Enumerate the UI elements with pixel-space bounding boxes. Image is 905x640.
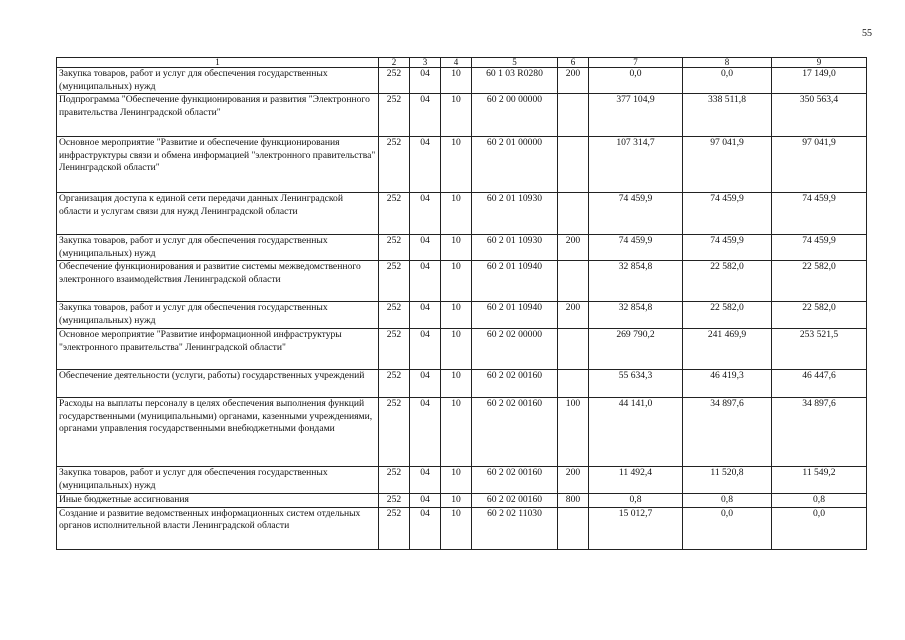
cell-sum-2: 74 459,9 xyxy=(683,193,772,235)
cell-sum-1: 0,8 xyxy=(589,494,683,508)
table-row xyxy=(57,193,867,235)
row-name: Подпрограмма "Обеспечение функционирования и развития "Электронного правительства Ленинградской области" xyxy=(57,94,379,137)
cell-sum-2: 74 459,9 xyxy=(683,235,772,261)
cell-sum-3: 17 149,0 xyxy=(772,68,867,94)
cell-admin: 252 xyxy=(379,193,410,235)
row-name: Иные бюджетные ассигнования xyxy=(57,494,379,508)
cell-sum-3: 97 041,9 xyxy=(772,137,867,193)
cell-sum-1: 74 459,9 xyxy=(589,193,683,235)
cell-type: 100 xyxy=(558,398,589,467)
cell-sum-1: 377 104,9 xyxy=(589,94,683,137)
cell-sum-1: 44 141,0 xyxy=(589,398,683,467)
cell-admin: 252 xyxy=(379,235,410,261)
cell-section: 04 xyxy=(410,137,441,193)
cell-sum-2: 0,8 xyxy=(683,494,772,508)
cell-subsection: 10 xyxy=(441,235,472,261)
table-row xyxy=(57,261,867,302)
cell-target: 60 2 02 00000 xyxy=(472,329,558,370)
cell-admin: 252 xyxy=(379,261,410,302)
cell-admin: 252 xyxy=(379,398,410,467)
cell-sum-3: 46 447,6 xyxy=(772,370,867,398)
cell-sum-3: 22 582,0 xyxy=(772,261,867,302)
cell-target: 60 2 02 00160 xyxy=(472,494,558,508)
cell-target: 60 2 01 10930 xyxy=(472,235,558,261)
cell-admin: 252 xyxy=(379,507,410,549)
cell-type: 200 xyxy=(558,467,589,494)
row-name: Закупка товаров, работ и услуг для обеспечения государственных (муниципальных) нужд xyxy=(57,235,379,261)
cell-sum-2: 22 582,0 xyxy=(683,302,772,329)
cell-subsection: 10 xyxy=(441,398,472,467)
table-row xyxy=(57,329,867,370)
cell-type xyxy=(558,137,589,193)
page-number: 55 xyxy=(862,28,872,39)
row-name: Расходы на выплаты персоналу в целях обеспечения выполнения функций государственными (муниципальными) органами, казенными учреждениями, органами управления государственными внебюджетными фондами xyxy=(57,398,379,467)
table-row xyxy=(57,137,867,193)
cell-sum-2: 97 041,9 xyxy=(683,137,772,193)
cell-type xyxy=(558,261,589,302)
cell-admin: 252 xyxy=(379,68,410,94)
cell-section: 04 xyxy=(410,398,441,467)
cell-target: 60 2 01 10940 xyxy=(472,302,558,329)
cell-sum-3: 0,8 xyxy=(772,494,867,508)
table-row xyxy=(57,68,867,94)
table-row xyxy=(57,507,867,549)
cell-type xyxy=(558,193,589,235)
cell-section: 04 xyxy=(410,235,441,261)
cell-section: 04 xyxy=(410,370,441,398)
cell-subsection: 10 xyxy=(441,329,472,370)
cell-sum-1: 0,0 xyxy=(589,68,683,94)
row-name: Закупка товаров, работ и услуг для обеспечения государственных (муниципальных) нужд xyxy=(57,68,379,94)
table-row xyxy=(57,370,867,398)
row-name: Организация доступа к единой сети передачи данных Ленинградской области и услугам связи для нужд Ленинградской области xyxy=(57,193,379,235)
row-name: Создание и развитие ведомственных информационных систем отдельных органов исполнительной власти Ленинградской области xyxy=(57,507,379,549)
cell-sum-2: 338 511,8 xyxy=(683,94,772,137)
header-cell: 9 xyxy=(772,58,867,68)
table-row xyxy=(57,94,867,137)
cell-subsection: 10 xyxy=(441,94,472,137)
cell-sum-1: 55 634,3 xyxy=(589,370,683,398)
cell-subsection: 10 xyxy=(441,261,472,302)
cell-section: 04 xyxy=(410,329,441,370)
cell-type: 200 xyxy=(558,302,589,329)
cell-subsection: 10 xyxy=(441,193,472,235)
cell-target: 60 2 01 10930 xyxy=(472,193,558,235)
cell-sum-1: 74 459,9 xyxy=(589,235,683,261)
cell-sum-2: 11 520,8 xyxy=(683,467,772,494)
cell-subsection: 10 xyxy=(441,467,472,494)
cell-admin: 252 xyxy=(379,137,410,193)
cell-target: 60 2 02 11030 xyxy=(472,507,558,549)
cell-section: 04 xyxy=(410,494,441,508)
cell-target: 60 2 02 00160 xyxy=(472,467,558,494)
cell-target: 60 1 03 R0280 xyxy=(472,68,558,94)
cell-sum-3: 74 459,9 xyxy=(772,235,867,261)
cell-sum-1: 32 854,8 xyxy=(589,261,683,302)
cell-sum-3: 253 521,5 xyxy=(772,329,867,370)
cell-target: 60 2 00 00000 xyxy=(472,94,558,137)
table-row xyxy=(57,302,867,329)
header-cell: 2 xyxy=(379,58,410,68)
cell-sum-3: 34 897,6 xyxy=(772,398,867,467)
cell-sum-3: 74 459,9 xyxy=(772,193,867,235)
header-cell: 4 xyxy=(441,58,472,68)
header-cell: 5 xyxy=(472,58,558,68)
cell-target: 60 2 02 00160 xyxy=(472,398,558,467)
header-row xyxy=(57,58,867,68)
budget-table xyxy=(56,57,867,550)
header-cell: 3 xyxy=(410,58,441,68)
cell-section: 04 xyxy=(410,94,441,137)
cell-type: 800 xyxy=(558,494,589,508)
cell-subsection: 10 xyxy=(441,137,472,193)
cell-type xyxy=(558,507,589,549)
cell-sum-2: 241 469,9 xyxy=(683,329,772,370)
cell-sum-2: 0,0 xyxy=(683,507,772,549)
table-row xyxy=(57,235,867,261)
row-name: Обеспечение функционирования и развитие системы межведомственного электронного взаимодействия Ленинградской области xyxy=(57,261,379,302)
cell-subsection: 10 xyxy=(441,370,472,398)
cell-sum-1: 107 314,7 xyxy=(589,137,683,193)
cell-type: 200 xyxy=(558,235,589,261)
cell-type xyxy=(558,94,589,137)
cell-admin: 252 xyxy=(379,94,410,137)
cell-sum-1: 15 012,7 xyxy=(589,507,683,549)
header-cell: 6 xyxy=(558,58,589,68)
cell-admin: 252 xyxy=(379,302,410,329)
table-row xyxy=(57,467,867,494)
row-name: Основное мероприятие "Развитие и обеспечение функционирования инфраструктуры связи и обмена информацией "электронного правительства" Ленинградской области" xyxy=(57,137,379,193)
row-name: Закупка товаров, работ и услуг для обеспечения государственных (муниципальных) нужд xyxy=(57,467,379,494)
row-name: Основное мероприятие "Развитие информационной инфраструктуры "электронного правительства" Ленинградской области" xyxy=(57,329,379,370)
cell-sum-3: 0,0 xyxy=(772,507,867,549)
cell-sum-2: 22 582,0 xyxy=(683,261,772,302)
cell-subsection: 10 xyxy=(441,494,472,508)
cell-sum-3: 11 549,2 xyxy=(772,467,867,494)
cell-target: 60 2 02 00160 xyxy=(472,370,558,398)
cell-sum-2: 34 897,6 xyxy=(683,398,772,467)
cell-sum-1: 11 492,4 xyxy=(589,467,683,494)
header-cell: 8 xyxy=(683,58,772,68)
cell-target: 60 2 01 00000 xyxy=(472,137,558,193)
cell-sum-1: 32 854,8 xyxy=(589,302,683,329)
cell-admin: 252 xyxy=(379,329,410,370)
header-cell: 7 xyxy=(589,58,683,68)
cell-subsection: 10 xyxy=(441,507,472,549)
cell-admin: 252 xyxy=(379,467,410,494)
cell-sum-1: 269 790,2 xyxy=(589,329,683,370)
row-name: Обеспечение деятельности (услуги, работы) государственных учреждений xyxy=(57,370,379,398)
cell-type xyxy=(558,370,589,398)
cell-admin: 252 xyxy=(379,494,410,508)
table-row xyxy=(57,398,867,467)
cell-sum-3: 22 582,0 xyxy=(772,302,867,329)
cell-section: 04 xyxy=(410,68,441,94)
cell-section: 04 xyxy=(410,467,441,494)
cell-target: 60 2 01 10940 xyxy=(472,261,558,302)
cell-admin: 252 xyxy=(379,370,410,398)
table-row xyxy=(57,494,867,508)
cell-section: 04 xyxy=(410,261,441,302)
cell-section: 04 xyxy=(410,507,441,549)
cell-sum-3: 350 563,4 xyxy=(772,94,867,137)
cell-section: 04 xyxy=(410,302,441,329)
cell-type: 200 xyxy=(558,68,589,94)
cell-subsection: 10 xyxy=(441,302,472,329)
cell-section: 04 xyxy=(410,193,441,235)
cell-type xyxy=(558,329,589,370)
cell-subsection: 10 xyxy=(441,68,472,94)
cell-sum-2: 46 419,3 xyxy=(683,370,772,398)
row-name: Закупка товаров, работ и услуг для обеспечения государственных (муниципальных) нужд xyxy=(57,302,379,329)
header-cell: 1 xyxy=(57,58,379,68)
cell-sum-2: 0,0 xyxy=(683,68,772,94)
